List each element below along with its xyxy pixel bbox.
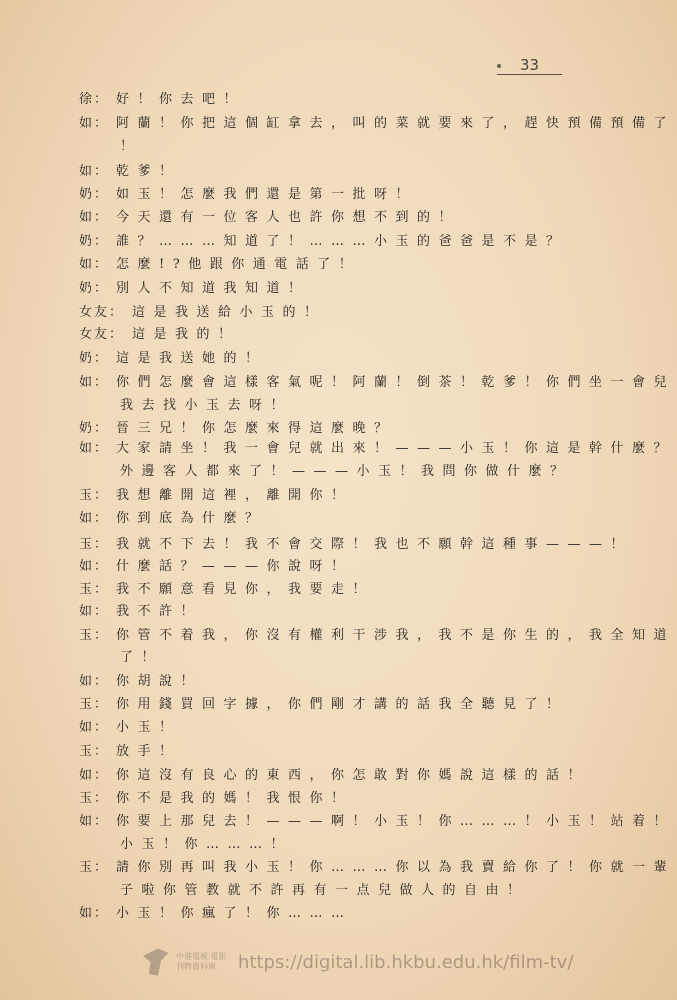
dialogue-text: 乾爹！: [116, 164, 181, 179]
speaker-label: 如：: [79, 720, 110, 735]
dialogue-text: 這是我送給小玉的！: [132, 305, 326, 320]
speaker-label: 如：: [79, 511, 110, 526]
speaker-label: 奶：: [79, 281, 110, 296]
speaker-label: 奶：: [79, 351, 110, 366]
dialogue-text: 小玉！: [116, 720, 181, 735]
speaker-label: 玉：: [79, 697, 110, 712]
dialogue-text: 請你別再叫我小玉！你………你以為我賣給你了！你就一輩: [116, 860, 676, 875]
dialogue-text: 這是我送她的！: [116, 351, 267, 366]
dialogue-text: 怎麼!?他跟你通電話了！: [116, 257, 361, 272]
dialogue-text: 我不許！: [116, 604, 203, 619]
dialogue-text: 你到底為什麼？: [116, 511, 267, 526]
speaker-label: 如：: [79, 441, 110, 456]
speaker-label: 玉：: [79, 488, 110, 503]
dialogue-text: 大家請坐！我一會兒就出來！———小玉！你這是幹什麼？: [116, 441, 676, 456]
dialogue-text: 小玉！你………！: [120, 837, 293, 852]
speaker-label: 如：: [79, 164, 110, 179]
watermark-org: 中港電視·電影 刊物資料庫: [176, 952, 227, 971]
dialogue-text: 今天還有一位客人也許你想不到的！: [116, 210, 461, 225]
speaker-label: 玉：: [79, 582, 110, 597]
dialogue-text: 誰？………知道了！………小玉的爸爸是不是？: [116, 234, 568, 249]
speaker-label: 如：: [79, 375, 110, 390]
dialogue-text: 好！你去吧！: [116, 92, 246, 107]
speaker-label: 如：: [79, 257, 110, 272]
speaker-label: 玉：: [79, 628, 110, 643]
speaker-label: 奶：: [79, 421, 110, 436]
dialogue-text: 子啦你管教就不許再有一点兒做人的自由！: [120, 883, 529, 898]
speaker-label: 奶：: [79, 187, 110, 202]
dialogue-text: 你要上那兒去！———啊！小玉！你………！小玉！站着！: [116, 814, 676, 829]
library-logo-icon: [140, 947, 170, 977]
dialogue-text: 放手！: [116, 744, 181, 759]
dialogue-text: 這是我的！: [132, 327, 240, 342]
dialogue-text: 小玉！你瘋了！你………: [116, 906, 353, 921]
speaker-label: 如：: [79, 674, 110, 689]
speaker-label: 如：: [79, 604, 110, 619]
page-number: 33: [497, 56, 562, 75]
dialogue-text: 你胡說！: [116, 674, 203, 689]
speaker-label: 玉：: [79, 860, 110, 875]
dialogue-text: 阿蘭！你把這個缸拿去，叫的菜就要來了，趕快預備預備了: [116, 116, 676, 131]
dialogue-text: 你們怎麼會這樣客氣呢！阿蘭！倒茶！乾爹！你們坐一會兒: [116, 375, 676, 390]
speaker-label: 徐：: [79, 92, 110, 107]
speaker-label: 如：: [79, 116, 110, 131]
dialogue-text: 你管不着我，你沒有權利干涉我，我不是你生的，我全知道: [116, 628, 676, 643]
dialogue-text: ！: [120, 139, 142, 154]
dialogue-text: 了！: [120, 650, 164, 665]
dialogue-text: 外邊客人都來了！———小玉！我問你做什麼？: [120, 464, 572, 479]
dialogue-text: 晉三兄！你怎麼來得這麼晚？: [116, 421, 396, 436]
dialogue-text: 別人不知道我知道！: [116, 281, 310, 296]
dialogue-text: 如玉！怎麼我們還是第一批呀！: [116, 187, 418, 202]
dialogue-text: 我就不下去！我不會交際！我也不願幹這種事———！: [116, 537, 633, 552]
speaker-label: 玉：: [79, 744, 110, 759]
speaker-label: 如：: [79, 906, 110, 921]
dialogue-text: 你不是我的媽！我恨你！: [116, 791, 353, 806]
speaker-label: 女友：: [79, 305, 125, 320]
speaker-label: 女友：: [79, 327, 125, 342]
speaker-label: 玉：: [79, 791, 110, 806]
watermark: [140, 944, 573, 980]
dialogue-text: 什麼話？———你說呀！: [116, 559, 353, 574]
dialogue-text: 我想離開這裡，離開你！: [116, 488, 353, 503]
speaker-label: 奶：: [79, 234, 110, 249]
speaker-label: 玉：: [79, 537, 110, 552]
dialogue-text: 我不願意看見你，我要走！: [116, 582, 375, 597]
speaker-label: 如：: [79, 768, 110, 783]
dialogue-text: 你這沒有良心的東西，你怎敢對你媽說這樣的話！: [116, 768, 590, 783]
dialogue-text: 我去找小玉去呀！: [120, 398, 293, 413]
watermark-url: https://digital.lib.hkbu.edu.hk/film-tv/: [238, 951, 574, 973]
speaker-label: 如：: [79, 814, 110, 829]
speaker-label: 如：: [79, 210, 110, 225]
dialogue-text: 你用錢買回字據，你們剛才講的話我全聽見了！: [116, 697, 568, 712]
speaker-label: 如：: [79, 559, 110, 574]
